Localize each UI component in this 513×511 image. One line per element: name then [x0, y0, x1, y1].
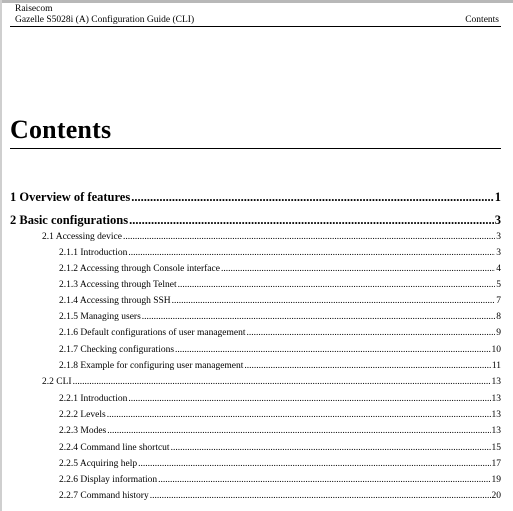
toc-page-number: 3	[494, 213, 501, 227]
toc-entry-label: 2.2.4 Command line shortcut	[59, 443, 170, 453]
toc-page-number: 9	[496, 328, 501, 338]
toc-entry[interactable]	[59, 361, 501, 371]
toc-entry[interactable]	[59, 280, 501, 290]
toc-entry-label: 1 Overview of features	[10, 190, 131, 204]
toc-entry[interactable]	[10, 213, 501, 228]
toc-dot-leader	[150, 491, 491, 501]
toc-dot-leader	[107, 426, 490, 436]
toc-dot-leader	[175, 345, 490, 355]
page-title: Contents	[10, 115, 112, 144]
toc-entry-label: 2.2.3 Modes	[59, 426, 107, 436]
toc-dot-leader	[123, 232, 495, 242]
toc-entry-label: 2.2.2 Levels	[59, 410, 106, 420]
toc-page-number: 7	[496, 296, 501, 306]
title-divider	[10, 148, 501, 149]
header-row	[15, 15, 499, 26]
toc-page-number: 13	[491, 394, 501, 404]
toc-entry-label: 2.1.7 Checking configurations	[59, 345, 175, 355]
toc-dot-leader	[128, 394, 490, 404]
toc-dot-leader	[128, 248, 495, 258]
toc-entry[interactable]	[59, 264, 501, 274]
toc-entry[interactable]	[59, 345, 501, 355]
toc-entry[interactable]	[42, 232, 501, 242]
toc-dot-leader	[244, 361, 490, 371]
toc-entry-label: 2 Basic configurations	[10, 213, 129, 227]
toc-entry-label: 2.1.8 Example for configuring user management	[59, 361, 244, 371]
toc-entry-label: 2.1 Accessing device	[42, 232, 122, 242]
toc-dot-leader	[178, 280, 496, 290]
toc-entry[interactable]	[59, 394, 501, 404]
toc-dot-leader	[221, 264, 495, 274]
toc-entry-label: 2.2.6 Display information	[59, 475, 158, 485]
toc-page-number: 8	[496, 312, 501, 322]
toc-page-number: 1	[494, 190, 501, 204]
toc-dot-leader	[247, 328, 496, 338]
toc-page-number: 3	[496, 232, 501, 242]
toc-entry-label: 2.1.5 Managing users	[59, 312, 141, 322]
header-company: Raisecom	[15, 4, 53, 14]
toc-entry[interactable]	[59, 248, 501, 258]
toc-entry-label: 2.1.4 Accessing through SSH	[59, 296, 171, 306]
toc-dot-leader	[107, 410, 491, 420]
toc-entry[interactable]	[59, 475, 501, 485]
toc-dot-leader	[73, 377, 491, 387]
toc-entry-label: 2.2.5 Acquiring help	[59, 459, 138, 469]
toc-dot-leader	[158, 475, 490, 485]
toc-dot-leader	[172, 296, 496, 306]
toc-entry[interactable]	[59, 296, 501, 306]
header-section: Contents	[465, 15, 499, 25]
toc-page-number: 4	[496, 264, 501, 274]
toc-entry[interactable]	[59, 491, 501, 501]
toc-dot-leader	[171, 443, 491, 453]
toc-entry[interactable]	[59, 459, 501, 469]
toc-dot-leader	[131, 190, 494, 205]
toc-entry[interactable]	[59, 443, 501, 453]
toc-dot-leader	[129, 213, 494, 228]
toc-entry[interactable]	[42, 377, 501, 387]
toc-entry-label: 2.1.1 Introduction	[59, 248, 128, 258]
toc-page-number: 13	[491, 410, 501, 420]
header-divider	[10, 26, 501, 27]
toc-page-number: 10	[491, 345, 501, 355]
header-doc-title: Gazelle S5028i (A) Configuration Guide (CLI)	[15, 15, 195, 25]
toc-entry[interactable]	[59, 312, 501, 322]
toc-entry[interactable]	[59, 410, 501, 420]
toc-page-number: 20	[491, 491, 501, 501]
toc-page-number: 17	[491, 459, 501, 469]
toc-dot-leader	[138, 459, 490, 469]
toc-page-number: 15	[491, 443, 501, 453]
toc-page-number: 11	[491, 361, 501, 371]
toc-entry[interactable]	[59, 426, 501, 436]
toc-entry-label: 2.2.1 Introduction	[59, 394, 128, 404]
toc-entry-label: 2.2 CLI	[42, 377, 72, 387]
toc-dot-leader	[142, 312, 495, 322]
toc-entry[interactable]	[59, 328, 501, 338]
toc-page-number: 5	[496, 280, 501, 290]
toc-entry-label: 2.1.3 Accessing through Telnet	[59, 280, 177, 290]
toc-entry-label: 2.1.2 Accessing through Console interface	[59, 264, 220, 274]
toc-entry-label: 2.1.6 Default configurations of user management	[59, 328, 246, 338]
toc-page-number: 13	[491, 377, 501, 387]
toc-entry[interactable]	[10, 190, 501, 205]
page-left-edge	[0, 0, 2, 511]
page-top-edge	[0, 0, 513, 3]
page-header	[15, 4, 499, 26]
toc-page-number: 3	[496, 248, 501, 258]
toc-entry-label: 2.2.7 Command history	[59, 491, 149, 501]
toc-page-number: 13	[491, 426, 501, 436]
toc-page-number: 19	[491, 475, 501, 485]
